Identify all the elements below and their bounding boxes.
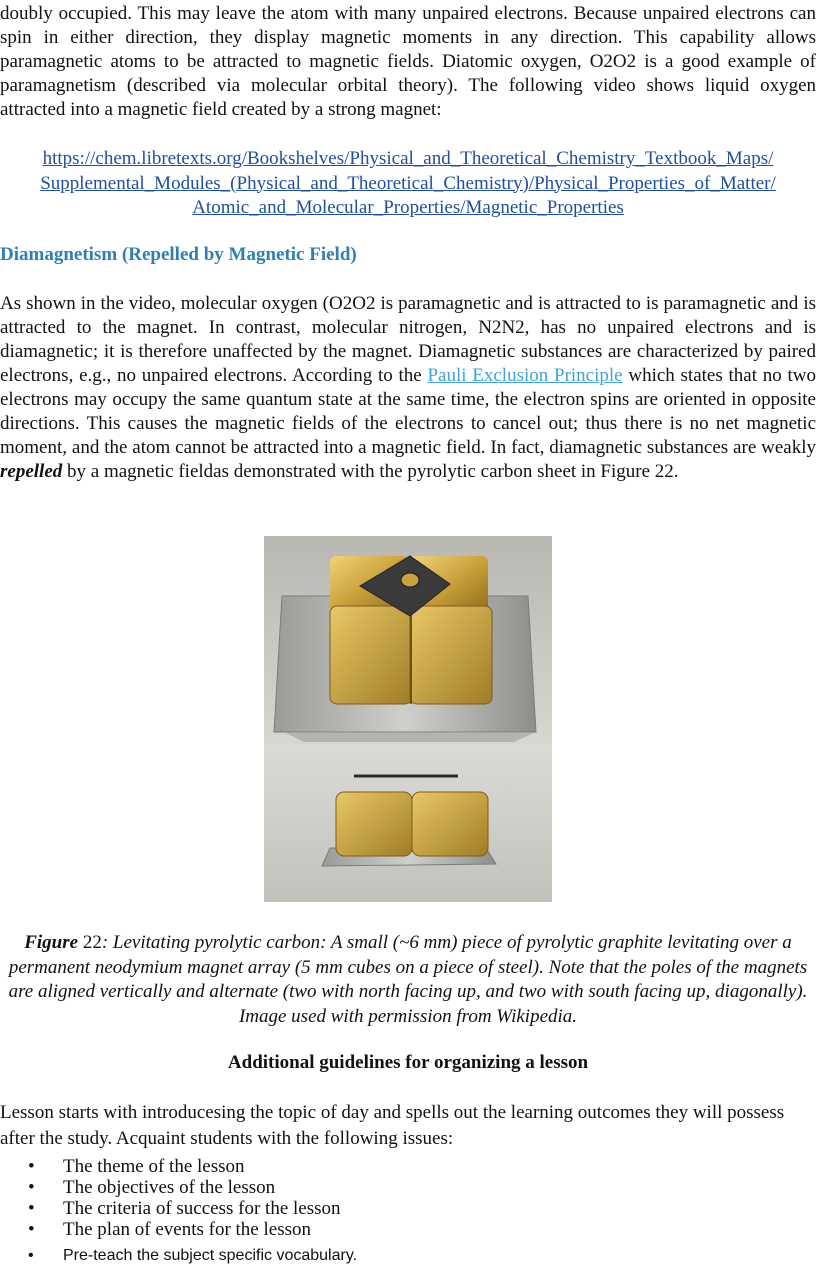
bullet-text: The theme of the lesson — [63, 1156, 245, 1177]
figure-caption — [0, 931, 816, 1029]
bullet-icon: • — [28, 1198, 35, 1219]
bullet-icon: • — [28, 1156, 35, 1177]
bullet-icon: • — [28, 1177, 35, 1198]
url-line-3[interactable]: Atomic_and_Molecular_Properties/Magnetic_Properties — [192, 197, 624, 218]
magnet-cube — [336, 792, 412, 856]
figure-label: Figure — [24, 932, 79, 953]
bullet-text: Pre-teach the subject specific vocabulary. — [63, 1247, 358, 1264]
bullet-text: The objectives of the lesson — [63, 1177, 276, 1198]
bullet-text: The plan of events for the lesson — [63, 1219, 311, 1240]
diamag-text-3: by a magnetic fieldas demonstrated with the pyrolytic carbon sheet in Figure 22. — [62, 461, 679, 482]
diamagnetism-heading: Diamagnetism (Repelled by Magnetic Field) — [0, 244, 357, 265]
url-line-2[interactable]: Supplemental_Modules_(Physical_and_Theoretical_Chemistry)/Physical_Properties_of_Matter/ — [40, 172, 776, 194]
list-item — [0, 1156, 816, 1177]
intro-paragraph: doubly occupied. This may leave the atom with many unpaired electrons. Because unpaired electrons can spin in either direction, they display magnetic moments in any direction. This capability allows paramagnetic atoms to be attracted to magnetic fields. Diatomic oxygen, O2O2 is a good example of paramagnetism (described via molecular orbital theory). The following video shows liquid oxygen attracted into a magnetic field created by a strong magnet: — [0, 3, 816, 120]
list-item — [0, 1177, 816, 1198]
pauli-exclusion-link[interactable]: Pauli Exclusion Principle — [427, 365, 623, 386]
magnet-cube — [412, 792, 488, 856]
reference-url[interactable] — [0, 147, 816, 221]
list-item — [0, 1198, 816, 1219]
lesson-heading: Additional guidelines for organizing a lesson — [227, 1052, 589, 1073]
magnet-array-illustration — [264, 536, 552, 902]
bullet-icon: • — [28, 1219, 35, 1240]
url-line-1[interactable]: https://chem.libretexts.org/Bookshelves/Physical_and_Theoretical_Chemistry_Textbook_Maps/ — [42, 148, 774, 169]
diamagnetism-paragraph — [0, 292, 816, 484]
lesson-issues-list — [0, 1156, 816, 1266]
figure-number: 22 — [78, 932, 102, 953]
bullet-icon: • — [28, 1247, 34, 1264]
lesson-paragraph: Lesson starts with introducesing the topic of day and spells out the learning outcomes they will possess after the study. Acquaint students with the following issues: — [0, 1102, 785, 1149]
list-item — [0, 1245, 816, 1266]
magnet-cube — [410, 606, 492, 704]
diamag-text-2: which states that no two electrons may occupy the same quantum state at the same time, the electron spins are oriented in opposite directions. This causes the magnetic fields of the electrons to cancel out; thus there is no net magnetic moment, and the atom cannot be attracted into a magnetic field. In fact, diamagnetic substances are weakly — [0, 365, 816, 458]
levitation-photo — [264, 536, 552, 902]
list-item — [0, 1219, 816, 1240]
figure-caption-text: : Levitating pyrolytic carbon: A small (~6 mm) piece of pyrolytic graphite levitating over a permanent neodymium magnet array (5 mm cubes on a piece of steel). Note that the poles of the magnets are aligned vertically and alternate (two with north facing up, and two with south facing up, diagonally). Image used with permission from Wikipedia. — [8, 932, 808, 1027]
bullet-text: The criteria of success for the lesson — [63, 1198, 341, 1219]
magnet-cube — [330, 606, 412, 704]
diamag-text-1: As shown in the video, molecular oxygen (O2O2 is paramagnetic and is attracted to is paramagnetic and is attracted to the magnet. In contrast, molecular nitrogen, N2N2, has no unpaired electrons and is diamagnetic; it is therefore unaffected by the magnet. Diamagnetic substances are characterized by paired electrons, e.g., no unpaired electrons. According to the — [0, 293, 816, 386]
repelled-emphasis: repelled — [0, 461, 63, 482]
